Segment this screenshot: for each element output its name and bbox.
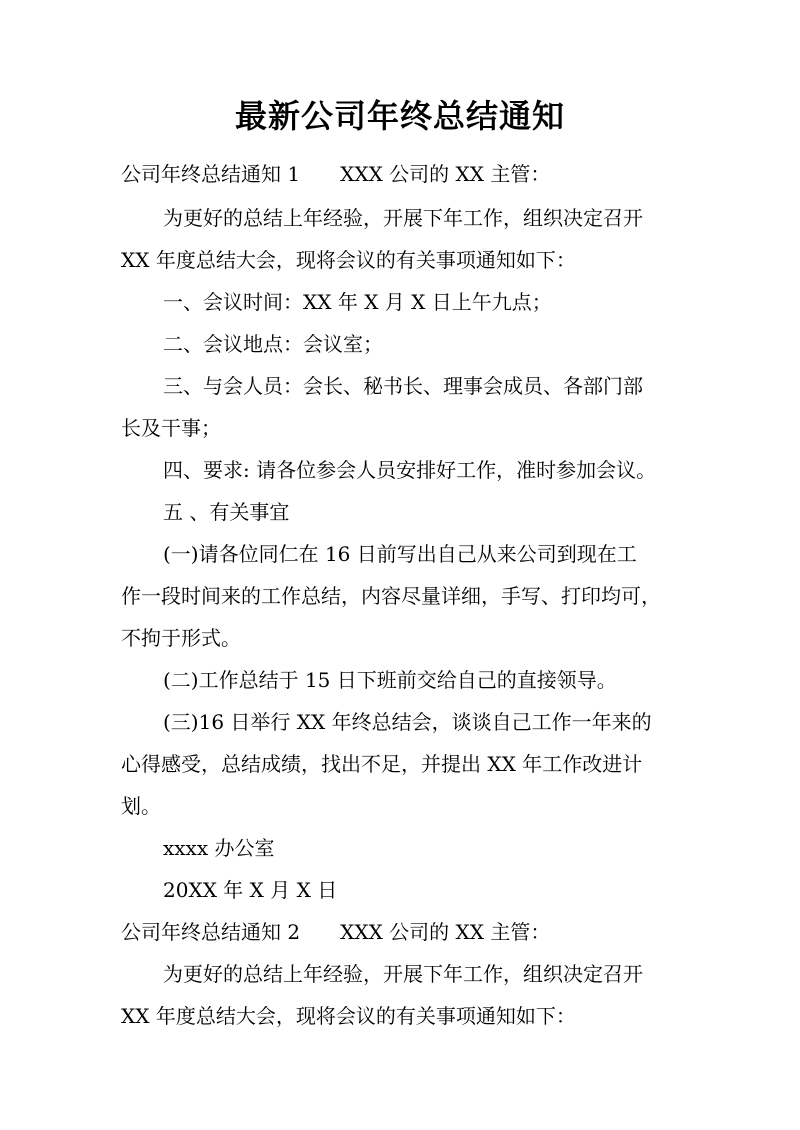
notice1-item4: 四、要求: 请各位参会人员安排好工作，准时参加会议。 <box>163 458 657 482</box>
notice1-item3-line1: 三、与会人员：会长、秘书长、理事会成员、各部门部 <box>163 374 643 398</box>
notice1-item1: 一、会议时间：XX 年 X 月 X 日上午九点； <box>163 290 552 314</box>
notice1-intro-line1: 为更好的总结上年经验，开展下年工作，组织决定召开 <box>163 206 643 230</box>
notice2-addressee: XXX 公司的 XX 主管： <box>340 920 551 944</box>
notice1-date: 20XX 年 X 月 X 日 <box>163 878 338 902</box>
notice2-intro-line1: 为更好的总结上年经验，开展下年工作，组织决定召开 <box>163 962 643 986</box>
notice1-sub3-line3: 划。 <box>121 794 161 818</box>
notice1-sub1-line1: (一)请各位同仁在 16 日前写出自己从来公司到现在工 <box>163 542 637 566</box>
notice2-intro-line2: XX 年度总结大会，现将会议的有关事项通知如下： <box>121 1004 576 1028</box>
notice2-heading: 公司年终总结通知 2 <box>121 920 301 944</box>
notice1-sub3-line1: (三)16 日举行 XX 年终总结会，谈谈自己工作一年来的 <box>163 710 652 734</box>
document-title: 最新公司年终总结通知 <box>234 97 565 135</box>
notice1-item3-line2: 长及干事； <box>121 416 221 440</box>
notice1-intro-line2: XX 年度总结大会，现将会议的有关事项通知如下： <box>121 248 576 272</box>
notice1-sub1-line3: 不拘于形式。 <box>121 626 241 650</box>
notice2-heading-line <box>121 919 550 945</box>
notice1-item5: 五 、有关事宜 <box>163 500 290 524</box>
notice1-addressee: XXX 公司的 XX 主管： <box>340 162 551 186</box>
notice1-heading: 公司年终总结通知 1 <box>121 162 301 186</box>
notice1-sub1-line2: 作一段时间来的工作总结，内容尽量详细，手写、打印均可， <box>121 584 661 608</box>
notice1-heading-line <box>121 161 550 187</box>
notice1-signature: xxxx 办公室 <box>163 836 275 860</box>
notice1-sub2: (二)工作总结于 15 日下班前交给自己的直接领导。 <box>163 668 617 692</box>
notice1-sub3-line2: 心得感受，总结成绩，找出不足，并提出 XX 年工作改进计 <box>121 752 643 776</box>
notice1-item2: 二、会议地点：会议室； <box>163 332 383 356</box>
